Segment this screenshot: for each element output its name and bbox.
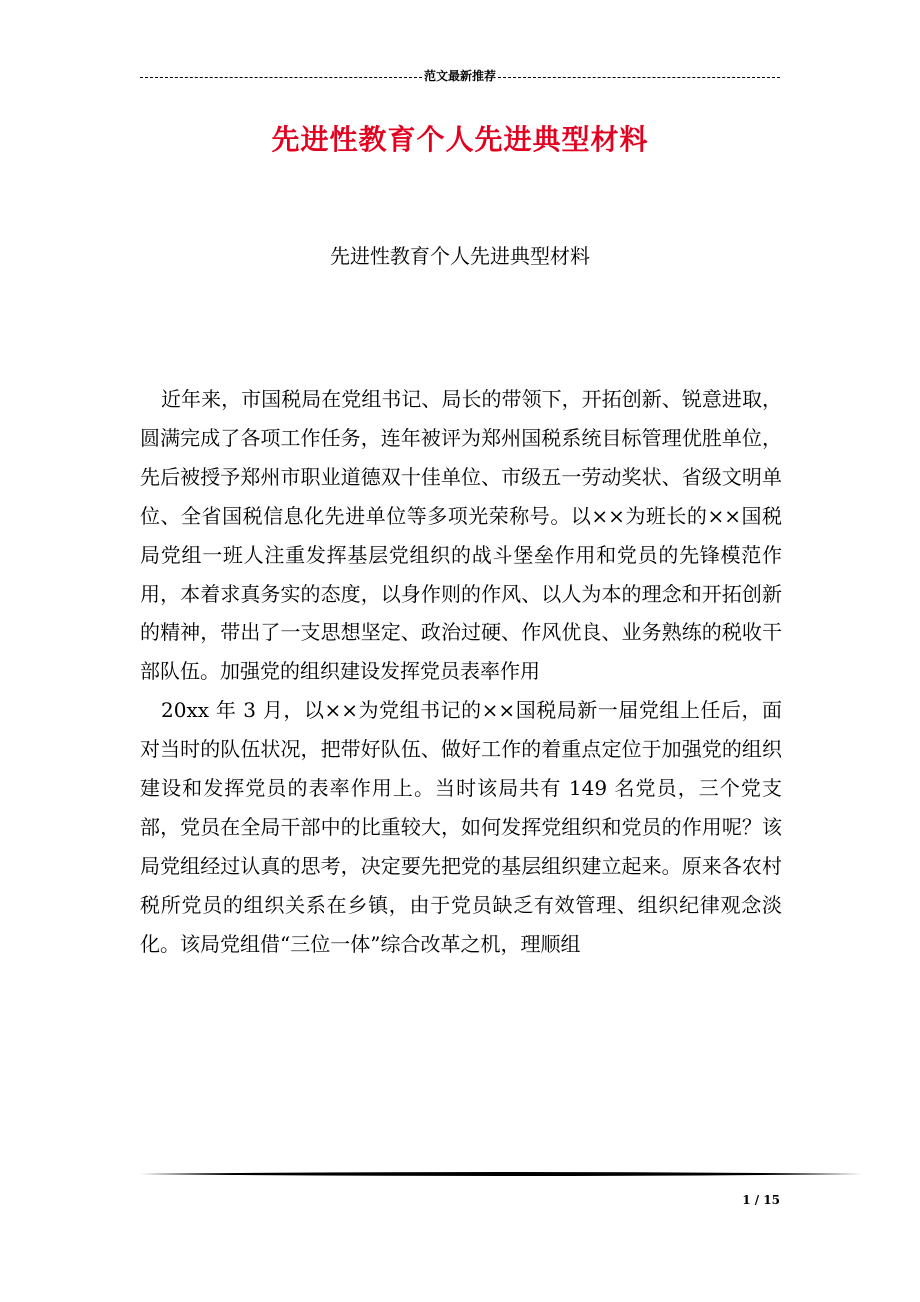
- footer-rule: [140, 1170, 862, 1178]
- header-label: 范文最新推荐: [424, 69, 497, 83]
- body-paragraph-2: 20xx 年 3 月，以××为党组书记的××国税局新一届党组上任后，面对当时的队伍状况，把带好队伍、做好工作的着重点定位于加强党的组织建设和发挥党员的表率作用上。当时该局共有 149 名党员，三个党支部，党员在全局干部中的比重较大，如何发挥党组织和党员的作用呢？该局党组经过认真的思考，决定要先把党的基层组织建立起来。原来各农村税所党员的组织关系在乡镇，由于党员缺乏有效管理、组织纪律观念淡化。该局党组借“三位一体”综合改革之机，理顺组: [140, 698, 782, 956]
- document-title: 先进性教育个人先进典型材料: [271, 123, 649, 156]
- header-dash-right: [498, 77, 780, 78]
- body-paragraph-1: 近年来，市国税局在党组书记、局长的带领下，开拓创新、锐意进取，圆满完成了各项工作任务，连年被评为郑州国税系统目标管理优胜单位，先后被授予郑州市职业道德双十佳单位、市级五一劳动奖状、省级文明单位、全省国税信息化先进单位等多项光荣称号。以××为班长的××国税局党组一班人注重发挥基层党组织的战斗堡垒作用和党员的先锋模范作用，本着求真务实的态度，以身作则的作风、以人为本的理念和开拓创新的精神，带出了一支思想坚定、政治过硬、作风优良、业务熟练的税收干部队伍。加强党的组织建设发挥党员表率作用: [140, 387, 782, 684]
- page-header: [140, 68, 780, 84]
- page-number: 1 / 15: [742, 1193, 780, 1207]
- document-subtitle: 先进性教育个人先进典型材料: [330, 244, 590, 268]
- header-dash-left: [140, 77, 422, 78]
- document-body: [140, 380, 782, 964]
